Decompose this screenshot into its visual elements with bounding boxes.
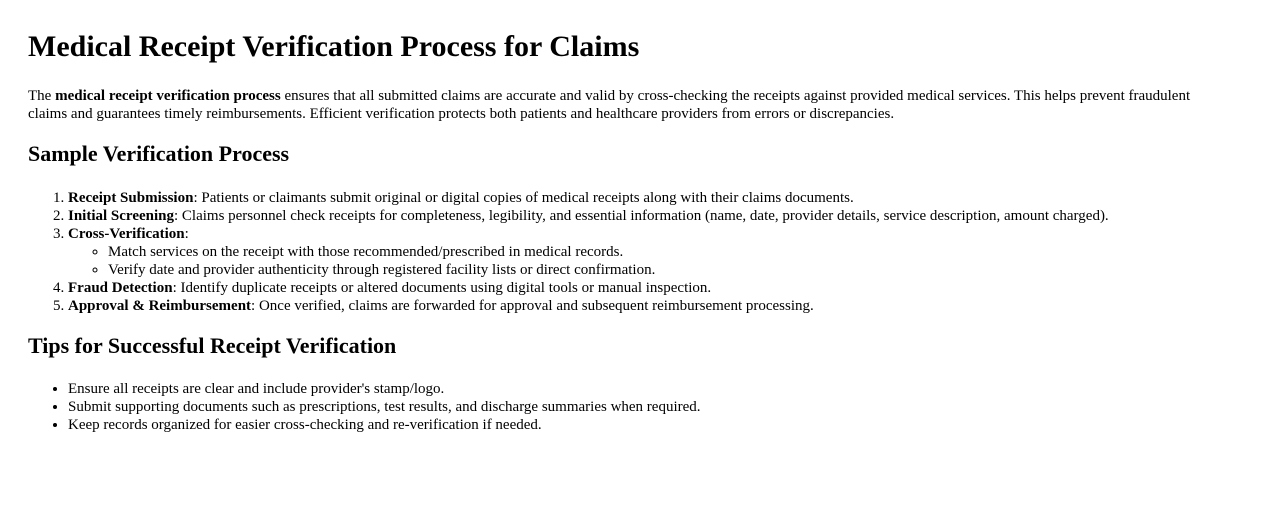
process-step	[68, 189, 1250, 207]
document	[0, 29, 1278, 434]
step-text: : Claims personnel check receipts for completeness, legibility, and essential information (name, date, provider details, service description, amount charged).	[173, 208, 1109, 224]
step-term: Approval & Reimbursement	[68, 298, 252, 314]
step-term: Initial Screening	[68, 208, 174, 224]
cross-verification-sublist	[68, 243, 1250, 279]
tip-item: • Keep records organized for easier cross-checking and re-verification if needed.	[68, 416, 1250, 434]
process-step	[68, 207, 1250, 225]
process-step	[68, 279, 1250, 297]
process-heading: Sample Verification Process	[28, 141, 290, 166]
step-text: : Identify duplicate receipts or altered documents using digital tools or manual inspection.	[172, 280, 712, 296]
tips-list	[28, 380, 1250, 434]
step-text: : Once verified, claims are forwarded for approval and subsequent reimbursement processing.	[251, 298, 814, 314]
sub-item: ◦ Match services on the receipt with those recommended/prescribed in medical records.	[108, 243, 1250, 261]
tip-item: • Submit supporting documents such as prescriptions, test results, and discharge summaries when required.	[68, 398, 1250, 416]
step-term: Cross-Verification	[68, 226, 185, 242]
intro-suffix: ensures that all submitted claims are accurate and valid by cross-checking the receipts against provided medical services. This helps prevent fraudulent claims and guarantees timely reimbursements. Efficient verification protects both patients and healthcare providers from errors or discrepancies.	[28, 88, 1191, 122]
step-text: :	[184, 226, 189, 242]
intro-bold-term: medical receipt verification process	[55, 88, 281, 104]
intro-paragraph	[28, 87, 1218, 123]
step-term: Receipt Submission	[68, 190, 194, 206]
step-text: : Patients or claimants submit original or digital copies of medical receipts along with their claims documents.	[193, 190, 854, 206]
process-step	[68, 225, 1250, 279]
intro-prefix: The	[28, 88, 56, 104]
process-step	[68, 297, 1250, 315]
page-title: Medical Receipt Verification Process for Claims	[28, 30, 640, 63]
sub-item: ◦ Verify date and provider authenticity through registered facility lists or direct confirmation.	[108, 261, 1250, 279]
process-steps-list	[28, 189, 1250, 315]
tips-heading: Tips for Successful Receipt Verification	[28, 333, 397, 358]
tip-item: • Ensure all receipts are clear and include provider's stamp/logo.	[68, 380, 1250, 398]
step-term: Fraud Detection	[68, 280, 173, 296]
